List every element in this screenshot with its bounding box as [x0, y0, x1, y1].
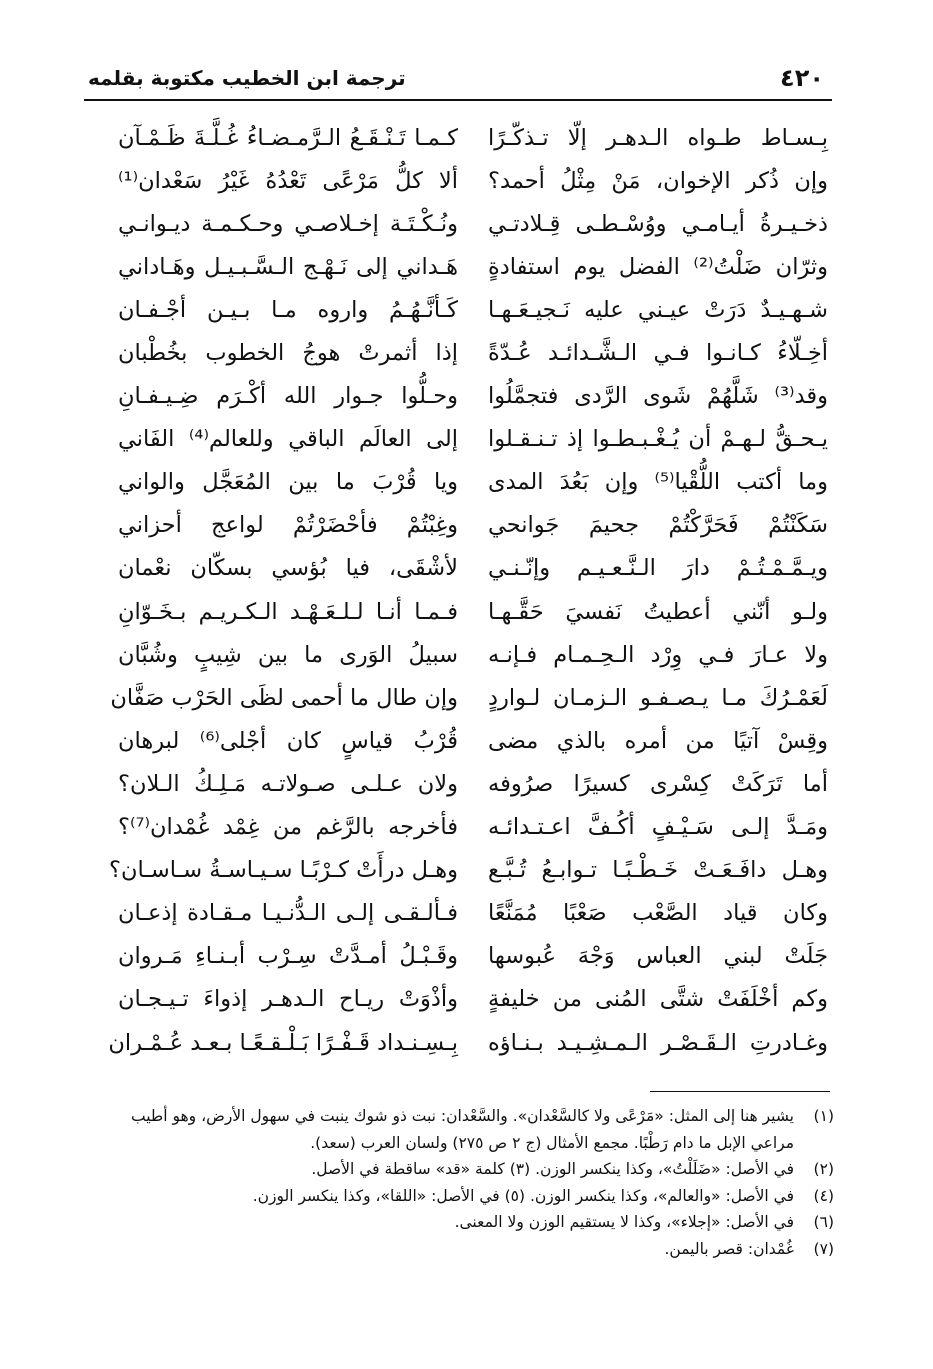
verse-first-hemistich: وقد⁽³⁾ شَلَّهُمْ شَوى الرَّدى فتجمَّلُوا: [488, 383, 828, 410]
footnote-text: في الأصل: «إجلاء»، وكذا لا يستقيم الوزن ولا المعنى.: [454, 1213, 794, 1231]
footnote-text: يشير هنا إلى المثل: «مَرْعًى ولا كالسَّعْدان». والسَّعْدان: نبت ذو شوك ينبت في سهول الأرض، وهو أطيب مراعي الإبل ما دام رَطْبًا. مجمع الأمثال (ج ٢ ص ٢٧٥) ولسان العرب (سعد).: [131, 1107, 794, 1152]
verse-first-hemistich: وقِسْ آتيًا من أمره بالذي مضى: [488, 727, 828, 754]
verse-line: [118, 331, 828, 374]
verse-first-hemistich: أخِـلّاءُ كـانـوا فـي الـشَّـدائـد عُـدّةً: [488, 340, 828, 367]
verse-second-hemistich: قُرْبُ قياسٍ كان أجْلى⁽⁶⁾ لبرهان: [118, 727, 459, 754]
verse-second-hemistich: وأذْوَتْ ريـاح الـدهـر إذواءَ تـيـجـان: [118, 986, 458, 1013]
verse-first-hemistich: لَعَمْـرُكَ مـا يـصـفـو الـزمـان لـواردٍ: [488, 684, 828, 711]
verse-first-hemistich: ومَـدَّ إلـى سَـيْـفٍ أكُـفَّ اعـتـدائـه: [488, 814, 828, 841]
verse-second-hemistich: إلى العالَم الباقي وللعالم⁽⁴⁾ الفَاني: [118, 426, 458, 453]
verse-line: [118, 892, 828, 935]
verse-second-hemistich: وإن طال ما أحمى لظَى الحَرْب صَفَّان: [110, 684, 458, 711]
verse-line: [118, 159, 828, 202]
verse-line: [118, 935, 828, 978]
verse-second-hemistich: إذا أثمرتْ هوجُ الخطوب بخُطْبان: [118, 340, 458, 367]
verse-first-hemistich: وكان قياد الصَّعْب صَعْبًا مُمَنَّعًا: [488, 900, 828, 927]
running-title: ترجمة ابن الخطيب مكتوبة بقلمه: [88, 66, 406, 90]
header-rule: [84, 99, 832, 101]
verse-line: [118, 547, 828, 590]
footnote-text: غُمْدان: قصر باليمن.: [664, 1239, 794, 1258]
verse-first-hemistich: وغـادرتِ الـقَـصْـر الـمـشِـيـد بـنـاؤه: [488, 1029, 828, 1056]
footnote: [94, 1156, 834, 1183]
footnote-rule: [650, 1091, 830, 1092]
verse-second-hemistich: وقَـبْـلُ أمـدَّتْ سِـرْب أبـنـاءِ مَـروان: [118, 943, 458, 970]
page-number: ٤٢٠: [780, 64, 824, 92]
verse-first-hemistich: وثرّان ضَلْتُ⁽²⁾ الفضل يوم استفادةٍ: [488, 253, 828, 280]
footnote-number: (٧): [813, 1239, 834, 1258]
footnote-number: (١): [813, 1107, 834, 1125]
verse-second-hemistich: بِـسِـنـداد قَـفْـرًا بَـلْـقـعًـا بـعـد عُـمْـران: [108, 1029, 458, 1056]
verse-second-hemistich: كَـأنَّـهُـمُ واروه مـا بـيـن أجْـفـان: [118, 296, 458, 323]
verse-line: [118, 375, 828, 418]
verse-first-hemistich: ولا عـارَ فـي وِرْد الـحِـمـام فـإنـه: [488, 641, 828, 668]
verse-line: [110, 676, 828, 719]
verse-second-hemistich: ويا قُرْبَ ما بين المُعَجَّل والواني: [118, 469, 458, 496]
poem: [108, 116, 828, 1064]
verse-first-hemistich: وإن ذُكر الإخوان، مَنْ مِثْلُ أحمد؟: [488, 167, 828, 194]
verse-line: [118, 590, 828, 633]
verse-first-hemistich: وما أكتب اللُّقْيا⁽⁵⁾ وإن بَعُدَ المدى: [488, 469, 828, 496]
verse-second-hemistich: وهـل درأَتْ كـرْبًـا سـيـاسـةُ سـاسـان؟: [109, 857, 458, 884]
verse-first-hemistich: جَلَتْ لبني العباس وَجْهَ عُبوسها: [488, 943, 828, 970]
verse-second-hemistich: فـألـقـى إلـى الـدُّنـيـا مـقـادة إذعـان: [118, 900, 458, 927]
footnote-number: (٤): [813, 1186, 834, 1205]
footnote: [94, 1209, 834, 1236]
footnote-number: (٦): [813, 1213, 834, 1231]
footnote-text: في الأصل: «ضَلَلْتُ»، وكذا ينكسر الوزن. (٣) كلمة «قد» ساقطة في الأصل.: [311, 1160, 794, 1178]
verse-first-hemistich: شـهـيـدٌ دَرَتْ عيـني عليه نَـجيـعَـهـا: [488, 296, 828, 323]
verse-second-hemistich: سبيلُ الوَرى ما بين شِيبٍ وشُبَّان: [118, 641, 458, 668]
verse-first-hemistich: بِـسـاط طـواه الـدهـر إلّا تـذكّـرًا: [488, 124, 828, 151]
verse-line: [118, 288, 828, 331]
verse-line: [109, 849, 828, 892]
verse-line: [118, 418, 828, 461]
verse-second-hemistich: ونُـكْـتَـة إخـلاصـي وحـكـمـة ديـوانـي: [118, 210, 458, 237]
verse-first-hemistich: ولـو أنّني أعطيتُ نَفسيَ حَقَّـهـا: [488, 598, 828, 625]
verse-line: [118, 461, 828, 504]
verse-line: [118, 633, 828, 676]
footnote-text: في الأصل: «والعالم»، وكذا ينكسر الوزن. (٥) في الأصل: «اللقا»، وكذا ينكسر الوزن.: [252, 1186, 794, 1205]
verse-second-hemistich: وغِبْتُمْ فأحْضَرْتُمْ لواعج أحزاني: [118, 512, 458, 539]
footnote: [94, 1183, 834, 1210]
footnote: [94, 1236, 834, 1263]
verse-first-hemistich: ذخـيـرةُ أيـامـي ووُسْـطـى قِـلادتـي: [488, 210, 828, 237]
footnote-number: (٢): [813, 1160, 834, 1178]
verse-second-hemistich: فـمـا أنـا لـلـعَـهْـد الـكـريـم بـخَـوّانِ: [118, 598, 458, 625]
verse-second-hemistich: كـمـا تَـنْـقَـعُ الـرَّمـضـاءُ غُـلَّـةَ ظَـمْـآن: [118, 124, 458, 151]
verse-second-hemistich: ولان عـلـى صـولاتـه مَـلِـكُ الـلان؟: [118, 770, 458, 797]
verse-second-hemistich: ألا كلُّ مَرْعًى تَعْدُهُ غَيْرُ سَعْدان⁽¹⁾: [118, 167, 458, 194]
verse-line: [118, 245, 828, 288]
verse-first-hemistich: سَكَنْتُمْ فَحَرَّكْتُمْ جحيمَ جَوانحي: [488, 512, 828, 539]
verse-first-hemistich: يـحـقُّ لـهـمْ أن يُـغْـبـطـوا إذ تـنـقـلوا: [488, 426, 828, 453]
verse-line: [118, 116, 828, 159]
verse-first-hemistich: وهـل دافَـعَـتْ خَـطْـبًـا تـوابـعُ تُـبَّـع: [488, 857, 828, 884]
verse-line: [108, 1021, 828, 1064]
verse-first-hemistich: ويـمَّـمْـتُـمْ دارَ الـنَّـعـيـم وإنّـنـي: [488, 555, 828, 582]
verse-second-hemistich: وحـلُّوا جـوار الله أكْـرَم ضِـيـفـانِ: [118, 383, 458, 410]
verse-line: [118, 806, 828, 849]
verse-line: [118, 202, 828, 245]
page-header: [84, 62, 832, 98]
verse-line: [118, 978, 828, 1021]
verse-second-hemistich: لأشْقَى، فيا بُؤسي بسكّان نعْمان: [118, 555, 458, 582]
verse-first-hemistich: وكم أخْلَفَتْ شتَّى المُنى من خليفةٍ: [488, 986, 828, 1013]
footnote: [94, 1103, 834, 1156]
footnotes: [94, 1103, 834, 1262]
verse-first-hemistich: أما تَرَكَتْ كِسْرى كسيرًا صرُوفه: [488, 770, 828, 797]
verse-line: [118, 719, 828, 762]
verse-line: [118, 762, 828, 805]
verse-second-hemistich: هَـداني إلى نَـهْـج الـسَّـبـيـل وهَـاداني: [118, 253, 458, 280]
verse-line: [118, 504, 828, 547]
verse-second-hemistich: فأخرجه بالرَّغم من غِمْد غُمْدان⁽⁷⁾؟: [118, 814, 458, 841]
